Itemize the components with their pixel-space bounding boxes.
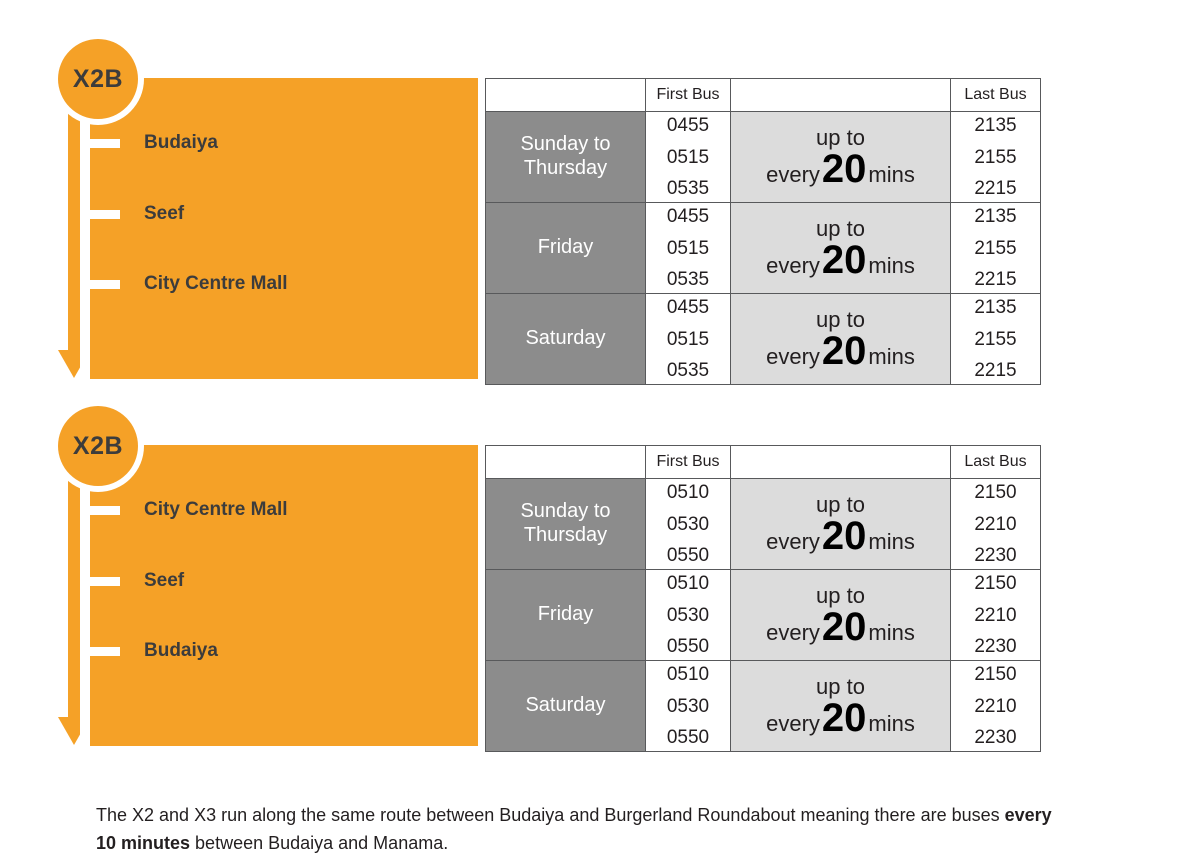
header-day-blank <box>486 79 646 112</box>
stop-row[interactable] <box>90 271 288 297</box>
stop-name: City Centre Mall <box>144 499 288 520</box>
stop-row[interactable] <box>90 201 184 227</box>
route-diagram-2 <box>58 407 483 752</box>
header-last-bus: Last Bus <box>951 79 1041 112</box>
time-value: 2155 <box>974 146 1017 168</box>
time-value: 2215 <box>974 269 1017 290</box>
route-badge-label: X2B <box>72 431 124 460</box>
day-label <box>486 112 646 203</box>
time-value: 0535 <box>666 269 710 290</box>
route-badge-2[interactable] <box>58 406 138 486</box>
first-bus-times <box>646 570 731 661</box>
time-value: 2230 <box>974 636 1017 657</box>
frequency-prefix: up to <box>816 216 865 241</box>
time-value: 0550 <box>666 727 710 748</box>
time-value: 2230 <box>974 545 1017 566</box>
frequency-number: 20 <box>821 238 867 282</box>
time-value: 0530 <box>666 604 710 626</box>
time-value: 2210 <box>974 695 1017 717</box>
frequency-number: 20 <box>821 514 867 558</box>
stop-tick-icon <box>90 506 120 515</box>
first-bus-times <box>646 203 731 294</box>
day-label: Saturday <box>486 661 646 752</box>
time-value: 0515 <box>666 237 710 259</box>
frequency-every: every <box>766 620 820 645</box>
last-bus-times <box>951 570 1041 661</box>
time-value: 2150 <box>974 482 1017 503</box>
stop-tick-icon <box>90 577 120 586</box>
time-value: 2230 <box>974 727 1017 748</box>
day-line: Thursday <box>523 157 608 179</box>
frequency-number: 20 <box>821 329 867 373</box>
time-value: 0550 <box>666 636 710 657</box>
stop-name: Budaiya <box>144 132 218 153</box>
frequency-cell <box>731 479 951 570</box>
time-value: 2150 <box>974 664 1017 685</box>
frequency-prefix: up to <box>816 492 865 517</box>
frequency-cell <box>731 203 951 294</box>
stop-tick-icon <box>90 280 120 289</box>
stop-row[interactable] <box>90 497 288 523</box>
time-value: 2150 <box>974 573 1017 594</box>
time-value: 0530 <box>666 513 710 535</box>
time-value: 2210 <box>974 513 1017 535</box>
time-value: 0535 <box>666 360 710 381</box>
last-bus-times <box>951 294 1041 385</box>
header-last-bus: Last Bus <box>951 446 1041 479</box>
time-value: 2210 <box>974 604 1017 626</box>
frequency-unit: mins <box>868 711 915 736</box>
frequency-cell <box>731 570 951 661</box>
header-first-bus: First Bus <box>646 79 731 112</box>
frequency-every: every <box>766 344 820 369</box>
day-line: Sunday to <box>520 133 611 156</box>
time-value: 0535 <box>666 178 710 199</box>
time-value: 0515 <box>666 146 710 168</box>
time-value: 2135 <box>974 206 1017 227</box>
time-value: 2155 <box>974 328 1017 350</box>
time-value: 2215 <box>974 360 1017 381</box>
stop-row[interactable] <box>90 130 218 156</box>
time-value: 0515 <box>666 328 710 350</box>
frequency-unit: mins <box>868 253 915 278</box>
table-row <box>486 112 1041 203</box>
stops-panel-2 <box>90 445 478 746</box>
frequency-every: every <box>766 529 820 554</box>
table-row <box>486 661 1041 752</box>
time-value: 0550 <box>666 545 710 566</box>
footer-note-part1: The X2 and X3 run along the same route between Budaiya and Burgerland Roundabout meaning there are buses <box>96 805 1005 825</box>
stop-row[interactable] <box>90 568 184 594</box>
stop-tick-icon <box>90 647 120 656</box>
day-label <box>486 479 646 570</box>
route-badge-1[interactable] <box>58 39 138 119</box>
stop-tick-icon <box>90 139 120 148</box>
table-header-row <box>486 79 1041 112</box>
time-value: 2135 <box>974 297 1017 318</box>
time-value: 0510 <box>666 664 710 685</box>
first-bus-times <box>646 112 731 203</box>
frequency-prefix: up to <box>816 583 865 608</box>
time-value: 2155 <box>974 237 1017 259</box>
last-bus-times <box>951 112 1041 203</box>
footer-note-part2: between Budaiya and Manama. <box>190 832 449 853</box>
header-first-bus: First Bus <box>646 446 731 479</box>
day-line: Thursday <box>523 524 608 546</box>
day-line: Sunday to <box>520 500 611 523</box>
frequency-number: 20 <box>821 147 867 191</box>
header-frequency-blank <box>731 79 951 112</box>
table-row <box>486 203 1041 294</box>
time-value: 0455 <box>666 297 710 318</box>
stop-tick-icon <box>90 210 120 219</box>
stop-name: Seef <box>144 570 185 591</box>
first-bus-times <box>646 479 731 570</box>
route-diagram-1 <box>58 40 483 385</box>
route-badge-label: X2B <box>72 64 124 93</box>
stop-name: Budaiya <box>144 640 218 661</box>
frequency-number: 20 <box>821 696 867 740</box>
route-arrow-shaft-icon <box>68 100 80 355</box>
time-value: 2215 <box>974 178 1017 199</box>
frequency-every: every <box>766 162 820 187</box>
first-bus-times <box>646 294 731 385</box>
day-label: Friday <box>486 570 646 661</box>
frequency-prefix: up to <box>816 674 865 699</box>
footer-note <box>96 802 1056 858</box>
table-row <box>486 294 1041 385</box>
header-day-blank <box>486 446 646 479</box>
timetable-2 <box>485 445 1041 752</box>
time-value: 0510 <box>666 573 710 594</box>
first-bus-times <box>646 661 731 752</box>
timetable-1 <box>485 78 1041 385</box>
shaft-gap-divider <box>80 78 90 379</box>
stop-row[interactable] <box>90 638 218 664</box>
last-bus-times <box>951 661 1041 752</box>
day-label: Friday <box>486 203 646 294</box>
last-bus-times <box>951 203 1041 294</box>
time-value: 0510 <box>666 482 710 503</box>
stop-name: Seef <box>144 203 185 224</box>
table-row <box>486 570 1041 661</box>
frequency-cell <box>731 112 951 203</box>
table-row <box>486 479 1041 570</box>
frequency-unit: mins <box>868 162 915 187</box>
frequency-prefix: up to <box>816 307 865 332</box>
day-label: Saturday <box>486 294 646 385</box>
frequency-prefix: up to <box>816 125 865 150</box>
frequency-cell <box>731 294 951 385</box>
stop-name: City Centre Mall <box>144 273 288 294</box>
footer-note-bold: every 10 minutes <box>96 805 1052 853</box>
frequency-every: every <box>766 253 820 278</box>
frequency-every: every <box>766 711 820 736</box>
table-header-row <box>486 446 1041 479</box>
frequency-cell <box>731 661 951 752</box>
frequency-unit: mins <box>868 344 915 369</box>
stops-panel-1 <box>90 78 478 379</box>
time-value: 0455 <box>666 115 710 136</box>
time-value: 0530 <box>666 695 710 717</box>
last-bus-times <box>951 479 1041 570</box>
time-value: 0455 <box>666 206 710 227</box>
header-frequency-blank <box>731 446 951 479</box>
frequency-number: 20 <box>821 605 867 649</box>
shaft-gap-divider <box>80 445 90 746</box>
route-arrow-shaft-icon <box>68 467 80 722</box>
frequency-unit: mins <box>868 529 915 554</box>
frequency-unit: mins <box>868 620 915 645</box>
time-value: 2135 <box>974 115 1017 136</box>
